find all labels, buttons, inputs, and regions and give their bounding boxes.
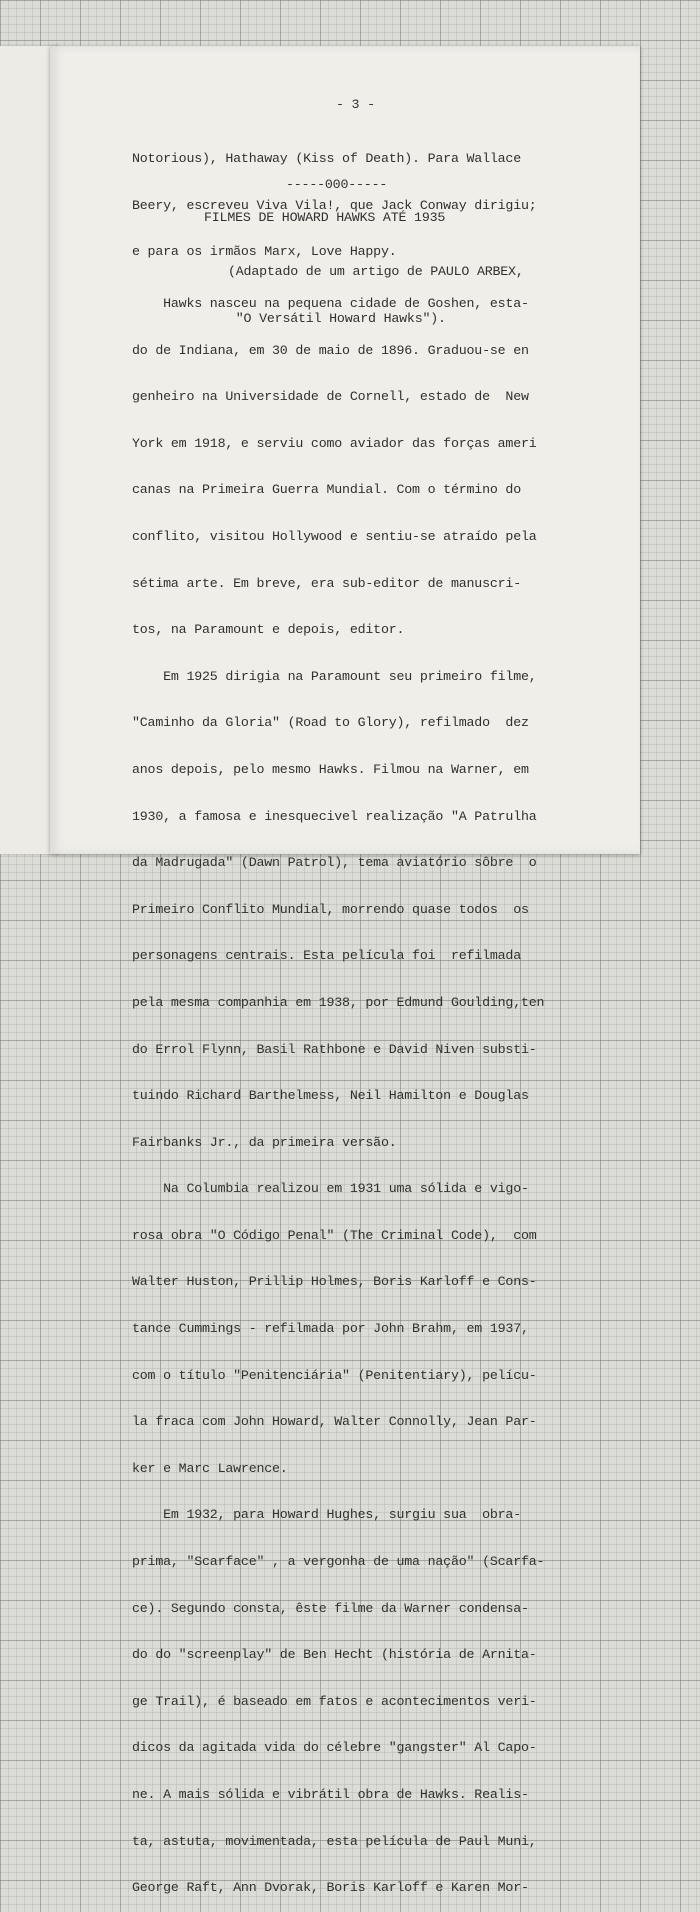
text-line: Hawks nasceu na pequena cidade de Goshen, esta-	[132, 296, 529, 311]
text-line: personagens centrais. Esta película foi refilmada	[132, 948, 521, 964]
section-title: FILMES DE HOWARD HAWKS ATÉ 1935	[204, 210, 446, 225]
text-line: Na Columbia realizou em 1931 uma sólida e vigo-	[132, 1181, 529, 1197]
text-line: tance Cummings - refilmada por John Brahm, em 1937,	[132, 1321, 529, 1337]
text-line: tos, na Paramount e depois, editor.	[132, 622, 405, 638]
text-line: dicos da agitada vida do célebre "gangster" Al Capo-	[132, 1740, 537, 1756]
text-line: "Caminho da Gloria" (Road to Glory), refilmado dez	[132, 715, 529, 731]
text-line: Em 1925 dirigia na Paramount seu primeiro filme,	[132, 668, 537, 684]
text-line: ge Trail), é baseado em fatos e acontecimentos veri-	[132, 1693, 537, 1709]
text-line: ta, astuta, movimentada, esta película de Paul Muni,	[132, 1833, 537, 1849]
text-line: (Adaptado de um artigo de PAULO ARBEX,	[228, 264, 524, 279]
text-line: conflito, visitou Hollywood e sentiu-se atraído pela	[132, 528, 537, 544]
text-line: la fraca com John Howard, Walter Connolly, Jean Par-	[132, 1414, 537, 1430]
text-line: do Errol Flynn, Basil Rathbone e David Niven substi-	[132, 1041, 537, 1057]
text-line: tuindo Richard Barthelmess, Neil Hamilton e Douglas	[132, 1088, 529, 1104]
text-line: Em 1932, para Howard Hughes, surgiu sua obra-	[132, 1507, 521, 1523]
text-line: da Madrugada" (Dawn Patrol), tema aviatório sôbre o	[132, 855, 537, 871]
text-line: e para os irmãos Marx, Love Happy.	[132, 244, 397, 260]
text-line: rosa obra "O Código Penal" (The Criminal Code), com	[132, 1227, 537, 1243]
text-line: sétima arte. Em breve, era sub-editor de manuscri-	[132, 575, 521, 591]
text-line: com o título "Penitenciária" (Penitentiary), pelícu-	[132, 1367, 537, 1383]
text-line: Walter Huston, Prillip Holmes, Boris Karloff e Cons-	[132, 1274, 537, 1290]
text-line: ne. A mais sólida e vibrátil obra de Hawks. Realis-	[132, 1787, 529, 1802]
article-body	[132, 266, 544, 1912]
text-line: ker e Marc Lawrence.	[132, 1460, 288, 1476]
text-line: prima, "Scarface" , a vergonha de uma nação" (Scarfa-	[132, 1554, 545, 1570]
text-line: do de Indiana, em 30 de maio de 1896. Graduou-se en	[132, 342, 529, 358]
text-line: George Raft, Ann Dvorak, Boris Karloff e Karen Mor-	[132, 1880, 529, 1896]
text-line: Notorious), Hathaway (Kiss of Death). Para Wallace	[132, 151, 521, 166]
text-line: "O Versátil Howard Hawks").	[228, 310, 446, 326]
text-line: do do "screenplay" de Ben Hecht (história de Arnita-	[132, 1647, 537, 1663]
page-number: - 3 -	[336, 97, 375, 112]
text-line: pela mesma companhia em 1938, por Edmund Goulding,ten	[132, 994, 545, 1010]
text-line: Beery, escreveu Viva Vila!, que Jack Conway dirigiu;	[132, 197, 537, 213]
text-line: anos depois, pelo mesmo Hawks. Filmou na Warner, em	[132, 761, 529, 777]
text-line: genheiro na Universidade de Cornell, estado de New	[132, 389, 529, 405]
section-separator: -----000-----	[286, 177, 388, 192]
text-line: 1930, a famosa e inesquecivel realização "A Patrulha	[132, 808, 537, 824]
text-line: York em 1918, e serviu como aviador das forças ameri	[132, 435, 537, 451]
text-line: ce). Segundo consta, êste filme da Warner condensa-	[132, 1600, 529, 1616]
text-line: Primeiro Conflito Mundial, morrendo quase todos os	[132, 901, 529, 917]
text-line: canas na Primeira Guerra Mundial. Com o término do	[132, 482, 521, 498]
text-line: Fairbanks Jr., da primeira versão.	[132, 1134, 397, 1150]
